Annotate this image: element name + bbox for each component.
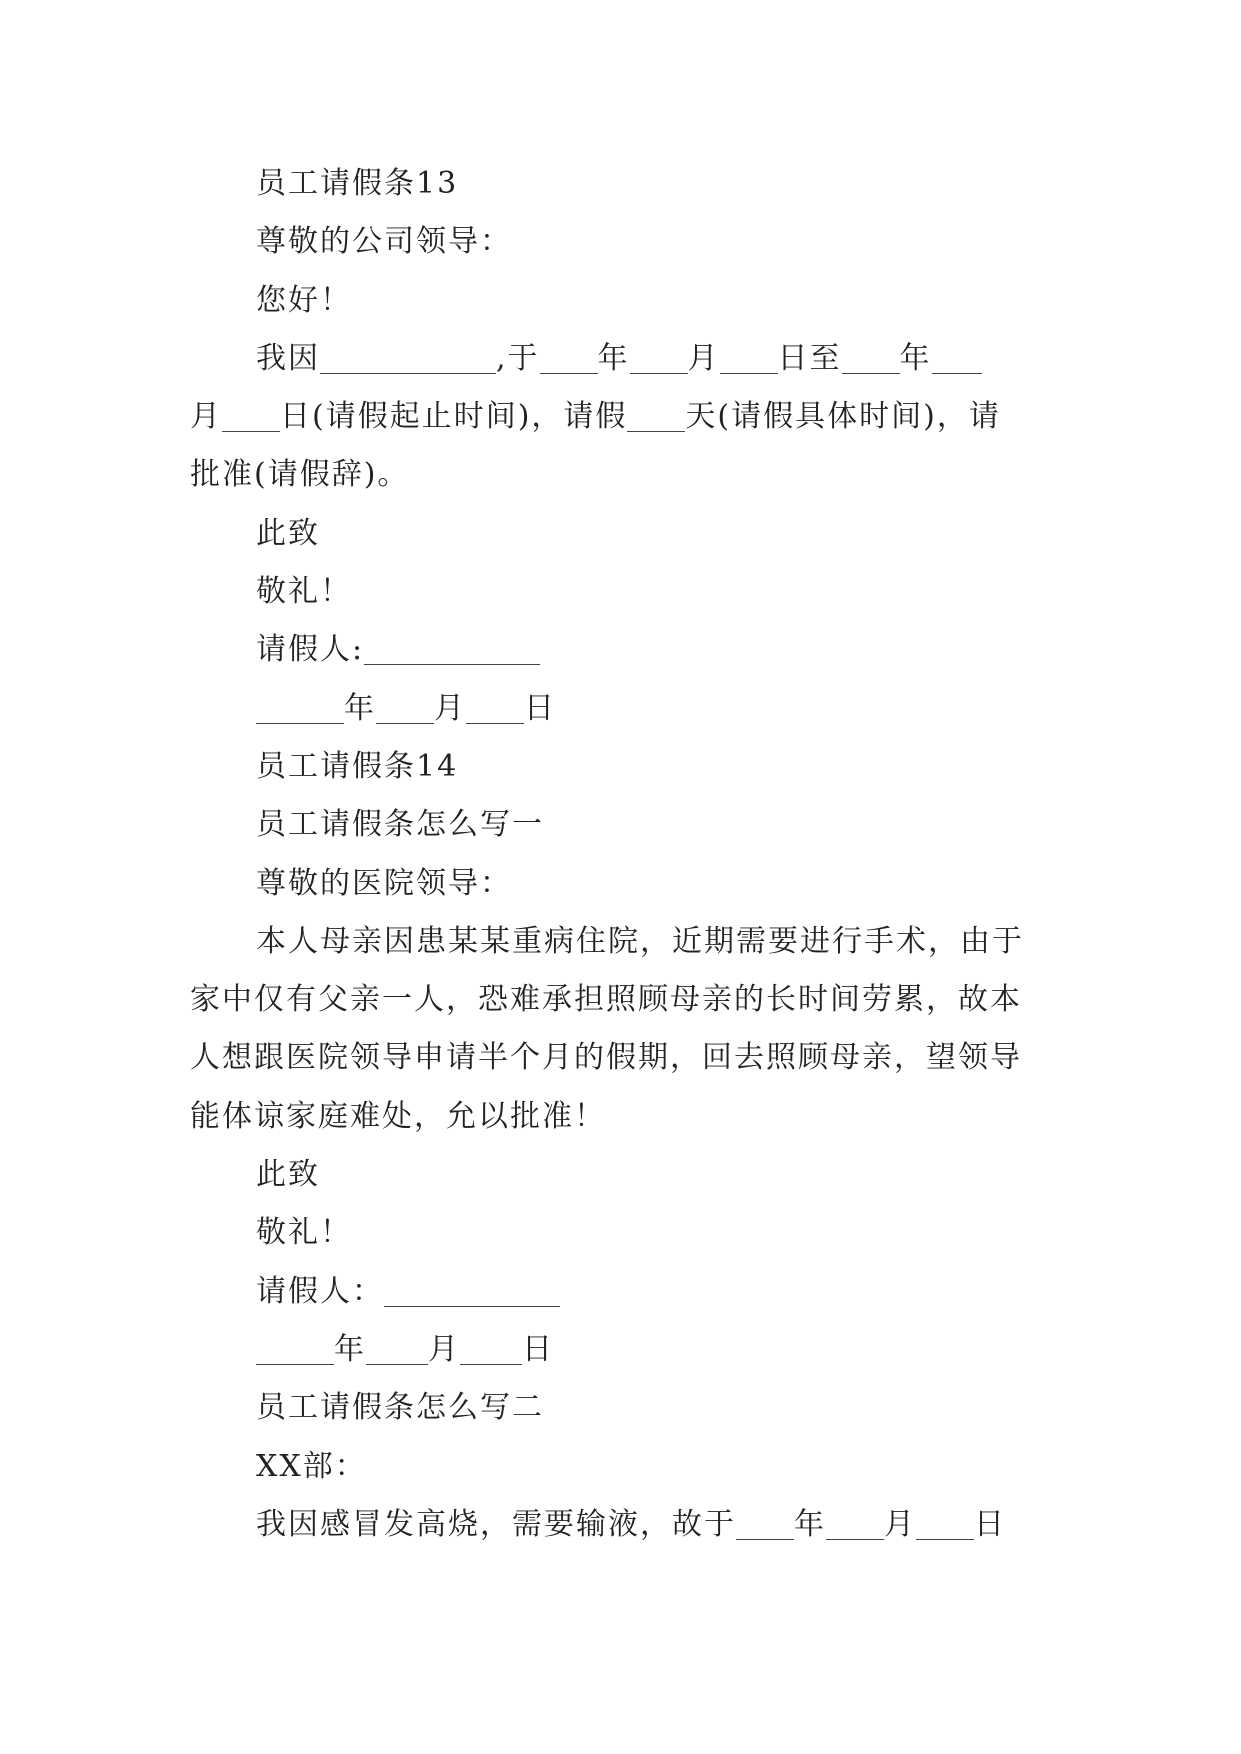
blank-field <box>630 343 688 374</box>
blank-field <box>826 1509 884 1540</box>
blank-field <box>366 1334 428 1365</box>
date-text: 年 <box>344 690 376 726</box>
blank-field <box>364 634 540 665</box>
blank-field <box>736 1509 794 1540</box>
closing-line <box>190 563 1052 621</box>
closing-text: 此致 <box>256 515 320 551</box>
body-line <box>190 446 1052 504</box>
body-text: 月 <box>884 1506 916 1542</box>
blank-field <box>540 343 598 374</box>
subtitle <box>190 1379 1052 1437</box>
body-text: 月 <box>190 399 222 435</box>
salutation <box>190 213 1052 271</box>
body-text: 我因感冒发高烧，需要输液，故于 <box>256 1506 736 1542</box>
closing-text: 此致 <box>256 1157 320 1193</box>
body-line <box>190 388 1052 446</box>
blank-field <box>466 693 524 724</box>
greeting-text: 您好！ <box>256 282 352 318</box>
body-line <box>190 1088 1052 1146</box>
blank-field <box>842 343 900 374</box>
subtitle <box>190 796 1052 854</box>
date-line <box>190 1321 1052 1379</box>
body-text: 能体谅家庭难处，允以批准！ <box>190 1098 606 1134</box>
body-text: 批准(请假辞)。 <box>190 457 410 493</box>
salutation-text: 尊敬的公司领导： <box>256 224 512 260</box>
signer-line <box>190 621 1052 679</box>
body-text: 年 <box>597 340 630 376</box>
date-text: 月 <box>428 1331 460 1367</box>
blank-field <box>916 1509 974 1540</box>
body-line <box>190 971 1052 1029</box>
body-line <box>190 1496 1052 1554</box>
subtitle-text: 员工请假条怎么写一 <box>256 807 544 843</box>
salutation-text: 尊敬的医院领导： <box>256 865 512 901</box>
blank-field <box>222 401 280 432</box>
body-text: 家中仅有父亲一人，恐难承担照顾母亲的长时间劳累，故本 <box>190 982 1022 1018</box>
blank-field <box>256 693 344 724</box>
title-text: 员工请假条14 <box>256 748 459 784</box>
blank-field <box>376 693 434 724</box>
body-text: 日 <box>974 1506 1006 1542</box>
signer-label: 请假人： <box>256 1273 384 1309</box>
body-line <box>190 1029 1052 1087</box>
signer-line <box>190 1263 1052 1321</box>
blank-field <box>932 343 982 374</box>
document-body <box>190 155 1052 1554</box>
closing-text: 敬礼！ <box>256 1215 352 1251</box>
body-text: 年 <box>899 340 932 376</box>
recipient-text: XX部： <box>256 1448 367 1484</box>
closing-line <box>190 1204 1052 1262</box>
closing-line <box>190 505 1052 563</box>
blank-field <box>384 1276 560 1307</box>
blank-field <box>256 1334 334 1365</box>
body-text: 本人母亲因患某某重病住院，近期需要进行手术，由于 <box>256 923 1024 959</box>
body-text: 人想跟医院领导申请半个月的假期，回去照顾母亲，望领导 <box>190 1040 1022 1076</box>
section-title <box>190 738 1052 796</box>
body-text: ,于 <box>496 340 540 376</box>
body-text: 月 <box>687 340 720 376</box>
closing-line <box>190 1146 1052 1204</box>
greeting <box>190 272 1052 330</box>
body-text: 天(请假具体时间)，请 <box>685 399 1001 435</box>
date-text: 日 <box>522 1331 554 1367</box>
body-text: 我因 <box>256 340 320 376</box>
body-line <box>190 913 1052 971</box>
date-text: 日 <box>524 690 556 726</box>
blank-field <box>460 1334 522 1365</box>
body-text: 日(请假起止时间)，请假 <box>280 399 628 435</box>
closing-text: 敬礼！ <box>256 574 352 610</box>
title-text: 员工请假条13 <box>256 166 459 201</box>
blank-field <box>720 343 778 374</box>
recipient <box>190 1438 1052 1496</box>
signer-label: 请假人: <box>256 632 365 668</box>
salutation <box>190 855 1052 913</box>
subtitle-text: 员工请假条怎么写二 <box>256 1390 544 1426</box>
date-line <box>190 680 1052 738</box>
body-text: 年 <box>794 1506 826 1542</box>
blank-field <box>320 343 496 374</box>
blank-field <box>627 401 685 432</box>
body-line <box>190 330 1052 388</box>
date-text: 年 <box>334 1331 366 1367</box>
body-text: 日至 <box>777 340 842 376</box>
date-text: 月 <box>434 690 466 726</box>
section-title <box>190 155 1052 213</box>
